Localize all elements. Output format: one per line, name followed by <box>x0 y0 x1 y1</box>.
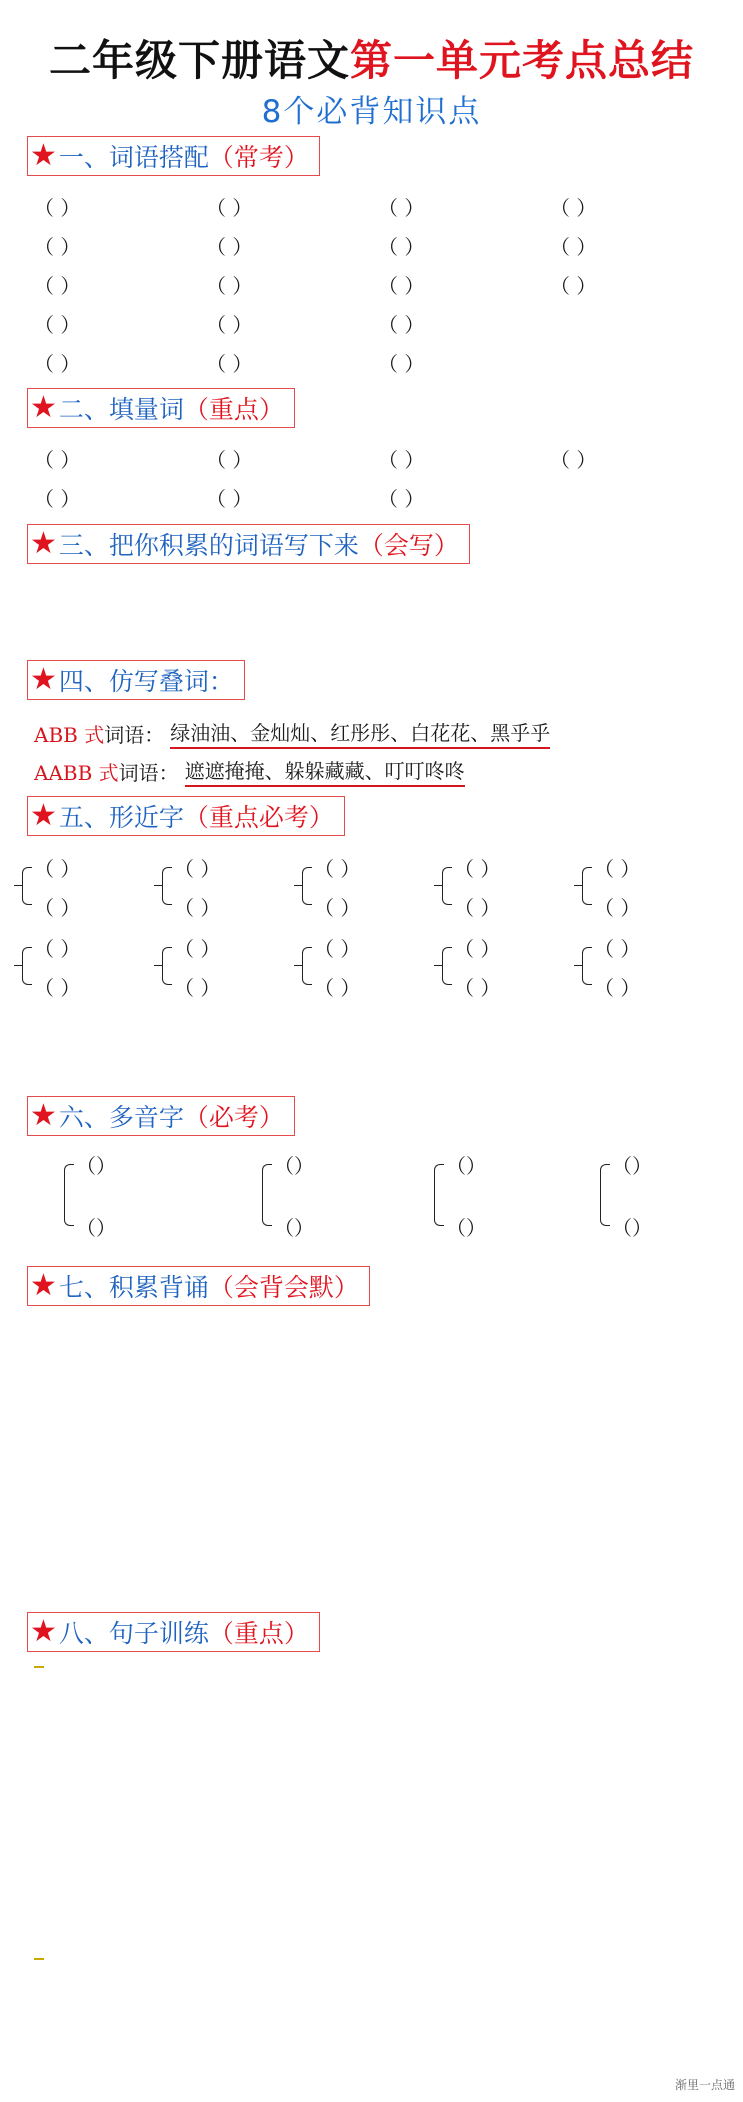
brace-tick <box>14 885 23 886</box>
similar-char: （ ） <box>34 937 81 961</box>
brace <box>302 867 312 905</box>
measure-word: （ ） <box>378 487 425 511</box>
section-7-header: ★ 七、积累背诵 （会背会默） <box>27 1266 370 1306</box>
word-pair: （ ） <box>34 235 81 259</box>
watermark: 渐里一点通 <box>674 2078 735 2092</box>
measure-word: （ ） <box>34 448 81 472</box>
similar-char: （ ） <box>314 857 361 881</box>
similar-char: （ ） <box>174 976 221 1000</box>
brace <box>162 867 172 905</box>
measure-word: （ ） <box>34 487 81 511</box>
page-title <box>0 28 743 88</box>
similar-char: （ ） <box>454 976 501 1000</box>
word-pair: （ ） <box>34 313 81 337</box>
brace-tick <box>154 965 163 966</box>
word-pair: （ ） <box>550 196 597 220</box>
star-icon: ★ <box>30 138 57 173</box>
similar-char: （ ） <box>454 937 501 961</box>
similar-char: （ ） <box>34 976 81 1000</box>
word-pair: （ ） <box>206 352 253 376</box>
section-1-header: ★ 一、词语搭配 （常考） <box>27 136 320 176</box>
section-6-header: ★ 六、多音字 （必考） <box>27 1096 295 1136</box>
similar-char: （ ） <box>594 857 641 881</box>
brace <box>162 947 172 985</box>
similar-char: （ ） <box>454 896 501 920</box>
star-icon: ★ <box>30 662 57 697</box>
section-2-header: ★ 二、填量词 （重点） <box>27 388 295 428</box>
measure-word: （ ） <box>206 487 253 511</box>
similar-char: （ ） <box>594 937 641 961</box>
brace <box>22 947 32 985</box>
section-5-header: ★ 五、形近字 （重点必考） <box>27 796 345 836</box>
word-pair: （ ） <box>378 352 425 376</box>
star-icon: ★ <box>30 390 57 425</box>
brace-tick <box>294 965 303 966</box>
brace <box>442 947 452 985</box>
similar-char: （ ） <box>314 937 361 961</box>
similar-char: （ ） <box>34 896 81 920</box>
polyphone-reading: （） <box>274 1154 314 1178</box>
word-pair: （ ） <box>34 274 81 298</box>
word-pair: （ ） <box>206 274 253 298</box>
similar-char: （ ） <box>174 896 221 920</box>
brace-tick <box>434 965 443 966</box>
brace <box>262 1164 272 1226</box>
page-subtitle: 8个必背知识点 <box>261 94 482 130</box>
aabb-row: AABB 式 词语： 遮遮掩掩、躲躲藏藏、叮叮咚咚 <box>34 755 465 787</box>
word-pair: （ ） <box>378 196 425 220</box>
title-red: 第一单元考点总结 <box>350 36 695 85</box>
brace <box>582 947 592 985</box>
star-icon: ★ <box>30 1098 57 1133</box>
polyphone-reading: （） <box>612 1154 652 1178</box>
star-icon: ★ <box>30 526 57 561</box>
similar-char: （ ） <box>454 857 501 881</box>
title-black: 二年级下册语文 <box>48 36 350 85</box>
fangxie-label <box>34 1666 44 1668</box>
brace-tick <box>294 885 303 886</box>
similar-char: （ ） <box>314 896 361 920</box>
word-pair: （ ） <box>34 196 81 220</box>
similar-char: （ ） <box>594 896 641 920</box>
word-pair: （ ） <box>378 274 425 298</box>
similar-char: （ ） <box>34 857 81 881</box>
polyphone-reading: （） <box>612 1216 652 1240</box>
word-pair: （ ） <box>378 235 425 259</box>
star-icon: ★ <box>30 1614 57 1649</box>
star-icon: ★ <box>30 798 57 833</box>
word-pair: （ ） <box>550 274 597 298</box>
word-pair: （ ） <box>34 352 81 376</box>
section-3-header: ★ 三、把你积累的词语写下来 （会写） <box>27 524 470 564</box>
brace-tick <box>14 965 23 966</box>
brace <box>22 867 32 905</box>
brace <box>302 947 312 985</box>
similar-char: （ ） <box>174 857 221 881</box>
abb-row: ABB 式 词语： 绿油油、金灿灿、红彤彤、白花花、黑乎乎 <box>34 717 550 749</box>
word-pair: （ ） <box>206 235 253 259</box>
brace-tick <box>154 885 163 886</box>
brace <box>442 867 452 905</box>
measure-word: （ ） <box>206 448 253 472</box>
brace-tick <box>574 885 583 886</box>
star-icon: ★ <box>30 1268 57 1303</box>
brace-tick <box>434 885 443 886</box>
polyphone-reading: （） <box>274 1216 314 1240</box>
section-4-header: ★ 四、仿写叠词： <box>27 660 245 700</box>
brace <box>582 867 592 905</box>
word-pair: （ ） <box>378 313 425 337</box>
similar-char: （ ） <box>174 937 221 961</box>
polyphone-reading: （） <box>446 1216 486 1240</box>
measure-word: （ ） <box>378 448 425 472</box>
word-pair: （ ） <box>206 313 253 337</box>
polyphone-reading: （） <box>76 1216 116 1240</box>
section-8-header: ★ 八、句子训练 （重点） <box>27 1612 320 1652</box>
similar-char: （ ） <box>314 976 361 1000</box>
polyphone-reading: （） <box>76 1154 116 1178</box>
polyphone-reading: （） <box>446 1154 486 1178</box>
jilei-label <box>34 1958 44 1960</box>
word-pair: （ ） <box>550 235 597 259</box>
measure-word: （ ） <box>550 448 597 472</box>
brace <box>600 1164 610 1226</box>
word-pair: （ ） <box>206 196 253 220</box>
brace <box>64 1164 74 1226</box>
similar-char: （ ） <box>594 976 641 1000</box>
brace <box>434 1164 444 1226</box>
brace-tick <box>574 965 583 966</box>
